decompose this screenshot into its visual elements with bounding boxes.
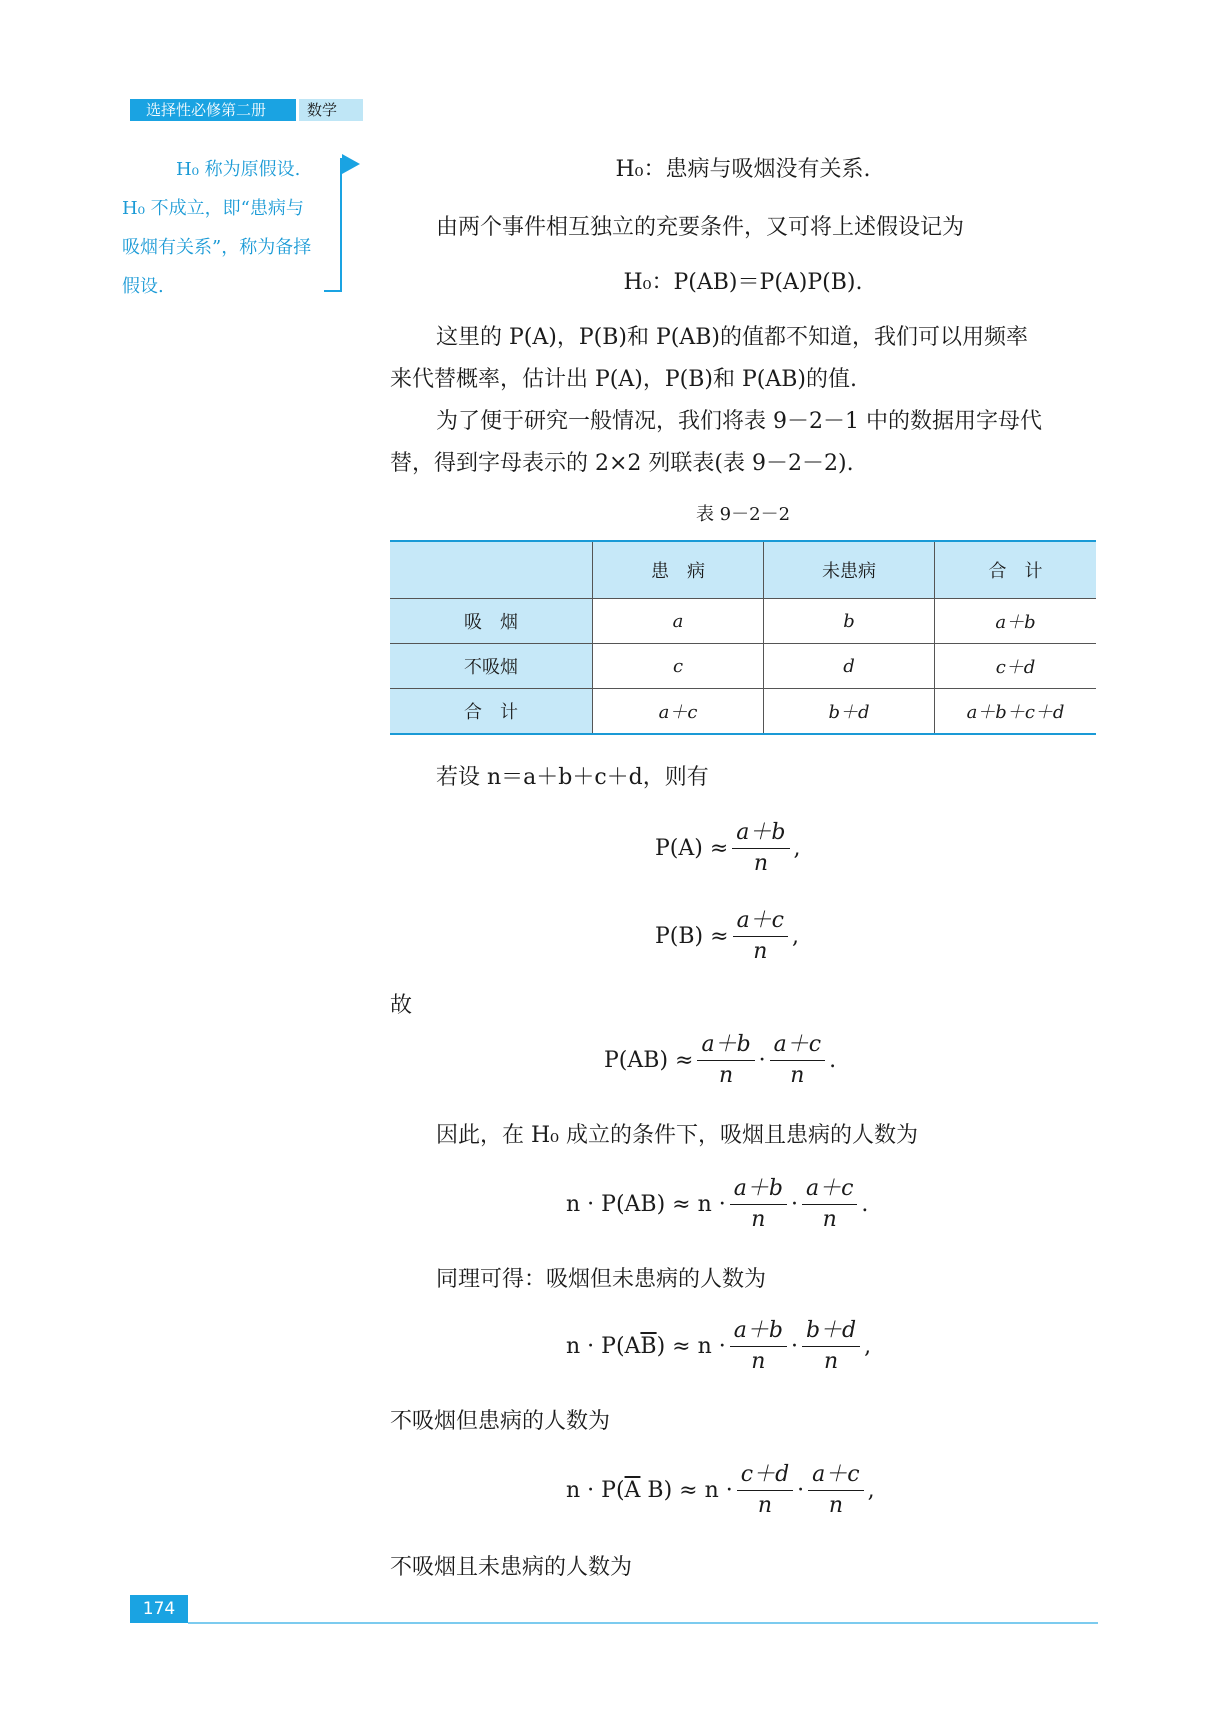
note-line: H₀ 不成立，即“患病与 bbox=[122, 198, 304, 219]
numerator: a＋b bbox=[730, 1316, 787, 1347]
table-cell: a＋c bbox=[593, 689, 764, 735]
fraction bbox=[730, 1174, 787, 1235]
table-cell: c bbox=[593, 644, 764, 689]
denominator: n bbox=[751, 1207, 766, 1232]
table-header-cell: 未患病 bbox=[764, 541, 935, 599]
formula-n-pab bbox=[566, 1174, 868, 1235]
table-cell: a＋b＋c＋d bbox=[935, 689, 1097, 735]
footer-rule bbox=[188, 1622, 1098, 1624]
dot: · bbox=[790, 1192, 798, 1217]
complement-a: $\overline{A}$ bbox=[624, 1478, 641, 1503]
formula-pa bbox=[655, 818, 801, 879]
numerator: a＋c bbox=[770, 1030, 825, 1061]
numerator: a＋c bbox=[802, 1174, 857, 1205]
fraction bbox=[697, 1030, 754, 1091]
note-bracket-foot bbox=[324, 290, 342, 292]
numerator: a＋c bbox=[733, 906, 788, 937]
contingency-table bbox=[390, 540, 1096, 735]
formula-lhs: ) ≈ n · bbox=[656, 1334, 726, 1359]
paragraph: 替，得到字母表示的 2×2 列联表(表 9－2－2). bbox=[390, 451, 854, 476]
row-label: 吸 烟 bbox=[390, 599, 593, 644]
formula-lhs: n · P(A bbox=[566, 1334, 641, 1359]
table-cell: b＋d bbox=[764, 689, 935, 735]
table-header-cell bbox=[390, 541, 593, 599]
h0-formula: H₀：P(AB)＝P(A)P(B). bbox=[623, 270, 863, 295]
formula-lhs: P(B) ≈ bbox=[655, 924, 729, 949]
denominator: n bbox=[823, 1349, 839, 1374]
paragraph: 若设 n＝a＋b＋c＋d，则有 bbox=[436, 765, 709, 790]
subject-title: 数学 bbox=[299, 99, 363, 121]
denominator: n bbox=[790, 1063, 805, 1088]
fraction bbox=[733, 906, 788, 967]
punct: , bbox=[793, 836, 801, 861]
punct: . bbox=[829, 1048, 837, 1073]
paragraph: 故 bbox=[390, 993, 413, 1018]
numerator: b＋d bbox=[802, 1316, 860, 1347]
table-header-row bbox=[390, 541, 1096, 599]
punct: , bbox=[792, 924, 800, 949]
table-cell: b bbox=[764, 599, 935, 644]
page-number: 174 bbox=[130, 1595, 188, 1623]
note-line: H₀ 称为原假设. bbox=[176, 159, 301, 180]
formula-pab bbox=[604, 1030, 836, 1091]
dot: · bbox=[790, 1334, 798, 1359]
row-label: 不吸烟 bbox=[390, 644, 593, 689]
paragraph: 同理可得：吸烟但未患病的人数为 bbox=[436, 1267, 767, 1292]
table-header-cell: 患 病 bbox=[593, 541, 764, 599]
punct: , bbox=[864, 1334, 872, 1359]
formula-pb bbox=[655, 906, 799, 967]
formula-lhs: n · P(AB) ≈ n · bbox=[566, 1192, 726, 1217]
denominator: n bbox=[822, 1207, 837, 1232]
fraction bbox=[770, 1030, 825, 1091]
table-cell: a＋b bbox=[935, 599, 1097, 644]
paragraph: 来代替概率，估计出 P(A)，P(B)和 P(AB)的值. bbox=[390, 367, 857, 392]
fraction bbox=[730, 1316, 787, 1377]
table-cell: c＋d bbox=[935, 644, 1097, 689]
h0-statement: H₀：患病与吸烟没有关系. bbox=[615, 157, 871, 182]
fraction bbox=[737, 1460, 793, 1521]
paragraph: 不吸烟但患病的人数为 bbox=[390, 1409, 611, 1434]
table-row bbox=[390, 689, 1096, 735]
fraction bbox=[802, 1174, 857, 1235]
complement-b: $\overline{B}$ bbox=[640, 1334, 657, 1359]
denominator: n bbox=[757, 1493, 773, 1518]
dot: · bbox=[758, 1048, 766, 1073]
denominator: n bbox=[753, 939, 768, 964]
table-header-cell: 合 计 bbox=[935, 541, 1097, 599]
dot: · bbox=[797, 1478, 805, 1503]
table-cell: d bbox=[764, 644, 935, 689]
formula-n-pab-bar bbox=[566, 1316, 871, 1377]
paragraph: 为了便于研究一般情况，我们将表 9－2－1 中的数据用字母代 bbox=[436, 409, 1042, 434]
note-arrow-icon bbox=[342, 154, 360, 174]
table-caption: 表 9－2－2 bbox=[695, 504, 791, 525]
denominator: n bbox=[828, 1493, 843, 1518]
numerator: a＋b bbox=[730, 1174, 787, 1205]
punct: , bbox=[867, 1478, 875, 1503]
table-row bbox=[390, 599, 1096, 644]
note-bracket bbox=[340, 158, 342, 291]
denominator: n bbox=[718, 1063, 734, 1088]
paragraph: 这里的 P(A)，P(B)和 P(AB)的值都不知道，我们可以用频率 bbox=[436, 325, 1029, 350]
numerator: a＋b bbox=[732, 818, 789, 849]
paragraph: 不吸烟且未患病的人数为 bbox=[390, 1555, 633, 1580]
row-label: 合 计 bbox=[390, 689, 593, 735]
margin-note bbox=[122, 150, 340, 306]
numerator: a＋c bbox=[808, 1460, 863, 1491]
book-title: 选择性必修第二册 bbox=[130, 99, 296, 121]
denominator: n bbox=[751, 1349, 766, 1374]
fraction bbox=[808, 1460, 863, 1521]
note-line: 假设. bbox=[122, 276, 164, 297]
formula-lhs: P(AB) ≈ bbox=[604, 1048, 694, 1073]
table-row bbox=[390, 644, 1096, 689]
formula-lhs: n · P( bbox=[566, 1478, 625, 1503]
fraction bbox=[732, 818, 789, 879]
formula-lhs: B) ≈ n · bbox=[640, 1478, 733, 1503]
paragraph: 因此，在 H₀ 成立的条件下，吸烟且患病的人数为 bbox=[436, 1123, 918, 1148]
formula-lhs: P(A) ≈ bbox=[655, 836, 729, 861]
punct: . bbox=[861, 1192, 869, 1217]
formula-n-pa-bar-b bbox=[566, 1460, 875, 1521]
paragraph: 由两个事件相互独立的充要条件，又可将上述假设记为 bbox=[436, 215, 965, 240]
note-line: 吸烟有关系”，称为备择 bbox=[122, 237, 312, 258]
table-cell: a bbox=[593, 599, 764, 644]
running-header bbox=[130, 99, 363, 121]
denominator: n bbox=[753, 851, 768, 876]
numerator: c＋d bbox=[737, 1460, 793, 1491]
fraction bbox=[802, 1316, 860, 1377]
numerator: a＋b bbox=[697, 1030, 754, 1061]
